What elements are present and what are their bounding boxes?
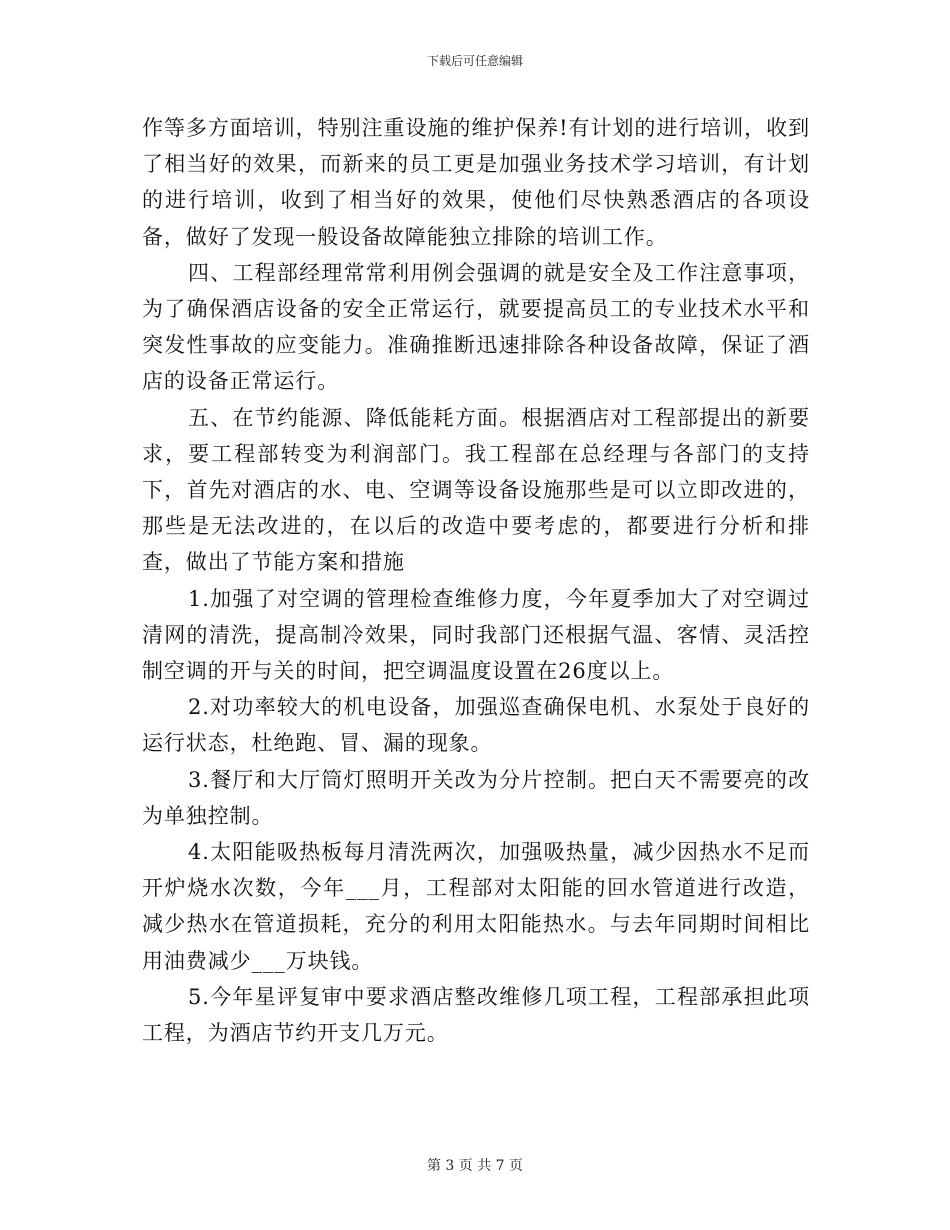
list-item-air-conditioning: 1.加强了对空调的管理检查维修力度，今年夏季加大了对空调过清网的清洗，提高制冷效果，同时我部门还根据气温、客情、灵活控制空调的开与关的时间，把空调温度设置在26度以上。 (142, 586, 810, 684)
list-item-electromechanical: 2.对功率较大的机电设备，加强巡查确保电机、水泵处于良好的运行状态，杜绝跑、冒、漏的现象。 (142, 695, 810, 756)
page-header: 下载后可任意编辑 (426, 54, 523, 68)
paragraph-safety: 四、工程部经理常常利用例会强调的就是安全及工作注意事项，为了确保酒店设备的安全正常运行，就要提高员工的专业技术水平和突发性事故的应变能力。准确推断迅速排除各种设备故障，保证了酒店的设备正常运行。 (142, 260, 810, 394)
paragraph-energy-saving: 五、在节约能源、降低能耗方面。根据酒店对工程部提出的新要求，要工程部转变为利润部门。我工程部在总经理与各部门的支持下，首先对酒店的水、电、空调等设备设施那些是可以立即改进的，那些是无法改进的，在以后的改造中要考虑的，都要进行分析和排查，做出了节能方案和措施 (142, 405, 810, 575)
list-item-star-rating: 5.今年星评复审中要求酒店整改维修几项工程，工程部承担此项工程，为酒店节约开支几万元。 (142, 984, 810, 1046)
paragraph-training-continued: 作等多方面培训，特别注重设施的维护保养!有计划的进行培训，收到了相当好的效果，而新来的员工更是加强业务技术学习培训，有计划的进行培训，收到了相当好的效果，使他们尽快熟悉酒店的各项设备，做好了发现一般设备故障能独立排除的培训工作。 (142, 116, 810, 249)
list-item-lighting: 3.餐厅和大厅筒灯照明开关改为分片控制。把白天不需要亮的改为单独控制。 (142, 767, 810, 828)
document-body (142, 110, 810, 1051)
list-item-solar: 4.太阳能吸热板每月清洗两次，加强吸热量，减少因热水不足而开炉烧水次数，今年___月，工程部对太阳能的回水管道进行改造，减少热水在管道损耗，充分的利用太阳能热水。与去年同期时间相比用油费减少___万块钱。 (142, 840, 810, 973)
page-number: 第 3 页 共 7 页 (426, 1158, 524, 1174)
